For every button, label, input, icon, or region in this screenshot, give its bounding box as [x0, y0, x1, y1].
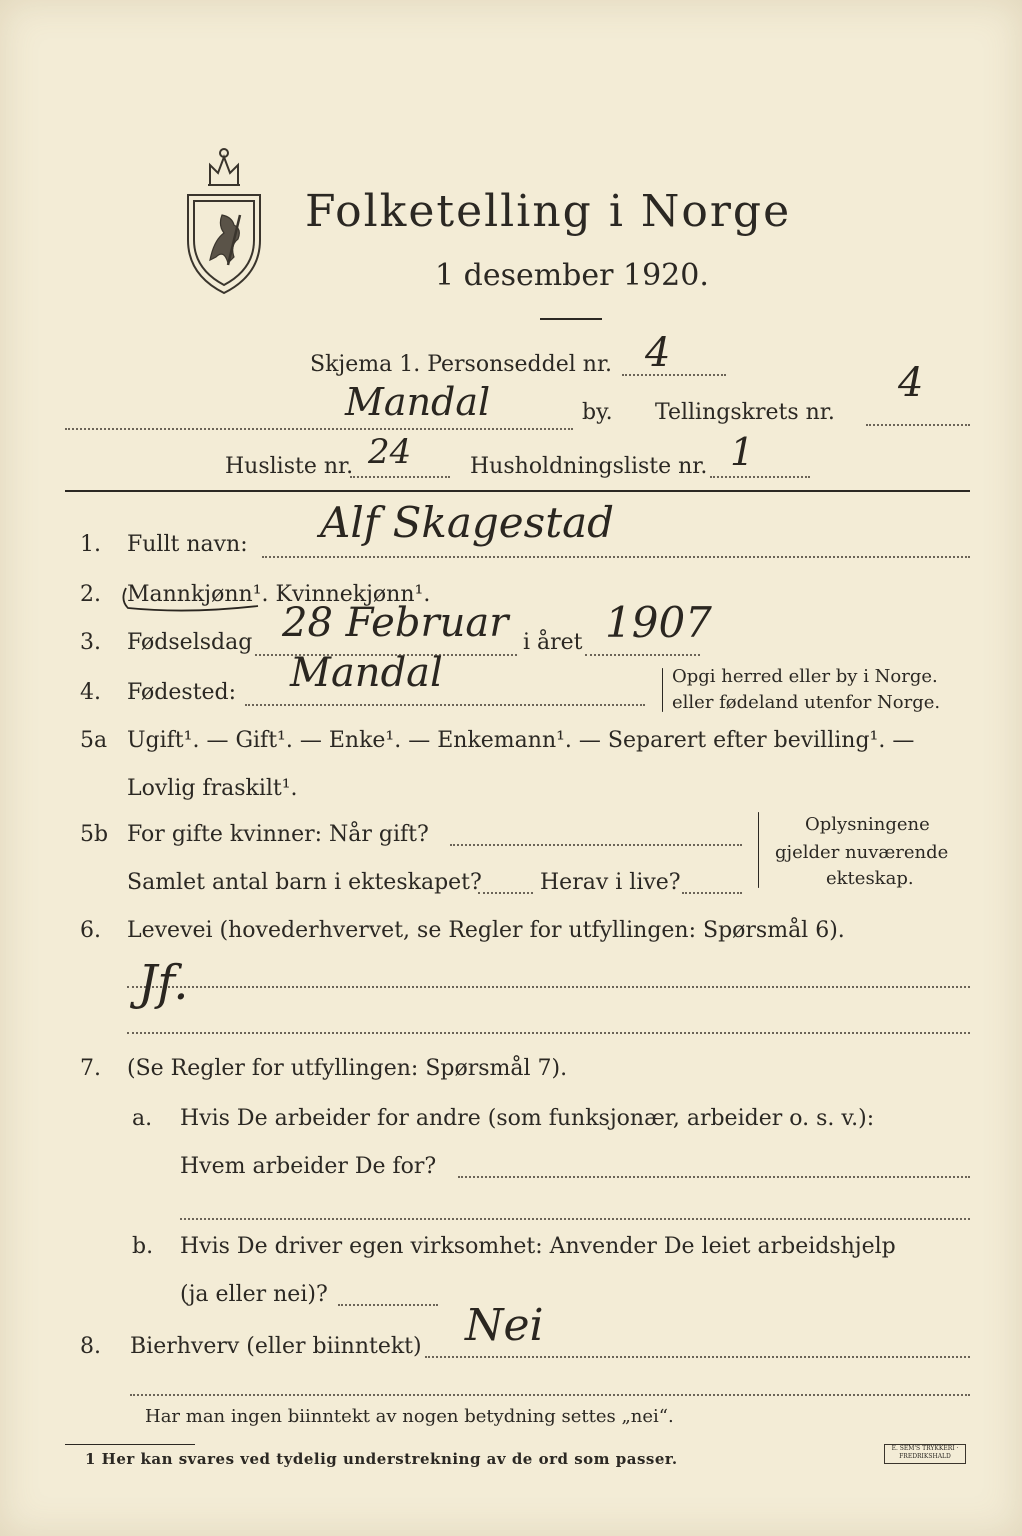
q7a-letter: a. [132, 1106, 153, 1131]
side-income-line[interactable] [425, 1356, 970, 1358]
birthyear-value: 1907 [605, 598, 712, 647]
q4-brace [662, 668, 663, 712]
married-when-line[interactable] [450, 844, 742, 846]
q5a-label: Ugift¹. — Gift¹. — Enke¹. — Enkemann¹. — Separert efter bevilling¹. — [127, 728, 915, 753]
footnote: 1 Her kan svares ved tydelig understrekning av de ord som passer. [85, 1450, 678, 1468]
husliste-value: 24 [368, 432, 412, 472]
q5b-label-3: Herav i live? [540, 870, 681, 895]
husholdning-line[interactable] [710, 476, 810, 478]
norway-coat-of-arms-icon [180, 145, 268, 295]
side-income-line-2[interactable] [130, 1394, 970, 1396]
form-title: Folketelling i Norge [305, 186, 792, 237]
children-total-line[interactable] [478, 892, 533, 894]
side-income-value: Nei [465, 1300, 544, 1351]
by-label: by. [582, 400, 613, 425]
q3-label: Fødselsdag [127, 630, 253, 655]
occupation-line-2[interactable] [127, 1032, 970, 1034]
q2-number: 2. [80, 582, 101, 607]
birthyear-line[interactable] [585, 654, 700, 656]
q2-label: Mannkjønn¹. Kvinnekjønn¹. [127, 582, 431, 607]
mannkjonn-underline-mark [118, 578, 268, 618]
tellingskrets-label: Tellingskrets nr. [655, 400, 835, 425]
children-alive-line[interactable] [682, 892, 742, 894]
q7b-letter: b. [132, 1234, 154, 1259]
title-divider [540, 318, 602, 320]
q4-note-2: eller fødeland utenfor Norge. [672, 692, 941, 713]
q1-number: 1. [80, 532, 101, 557]
form-date: 1 desember 1920. [435, 258, 709, 293]
skjema-label: Skjema 1. Personseddel nr. [310, 352, 613, 377]
q5b-brace [758, 812, 759, 888]
birthplace-value: Mandal [290, 650, 443, 696]
q4-note-1: Opgi herred eller by i Norge. [672, 666, 938, 687]
printer-stamp: E. SEM'S TRYKKERI · FREDRIKSHALD [884, 1444, 966, 1464]
occupation-value: Jf. [138, 955, 189, 1011]
q5b-note-1: Oplysningene [805, 814, 930, 835]
q8-number: 8. [80, 1334, 101, 1359]
q4-number: 4. [80, 680, 101, 705]
q7-label: (Se Regler for utfyllingen: Spørsmål 7). [127, 1056, 568, 1081]
full-name-line[interactable] [262, 556, 970, 558]
employer-line-2[interactable] [180, 1218, 970, 1220]
q5b-note-2: gjelder nuværende [775, 842, 949, 863]
q3-year-label: i året [523, 630, 583, 655]
footer-note: Har man ingen biinntekt av nogen betydning settes „nei“. [145, 1406, 674, 1427]
hired-help-line[interactable] [338, 1304, 438, 1306]
q5b-number: 5b [80, 822, 109, 847]
q7-number: 7. [80, 1056, 101, 1081]
q7b-label: Hvis De driver egen virksomhet: Anvender De leiet arbeidshjelp [180, 1234, 896, 1259]
by-line[interactable] [65, 428, 573, 430]
occupation-line-1[interactable] [127, 986, 970, 988]
q7a-label: Hvis De arbeider for andre (som funksjonær, arbeider o. s. v.): [180, 1106, 875, 1131]
tellingskrets-line[interactable] [866, 424, 970, 426]
personseddel-value: 4 [645, 330, 671, 376]
husliste-line[interactable] [350, 476, 450, 478]
employer-line-1[interactable] [458, 1176, 970, 1178]
footnote-rule [65, 1444, 195, 1445]
personseddel-line[interactable] [622, 374, 726, 376]
q5a-label-2: Lovlig fraskilt¹. [127, 776, 298, 801]
q5b-label: For gifte kvinner: Når gift? [127, 822, 429, 847]
q6-number: 6. [80, 918, 101, 943]
husliste-label: Husliste nr. [225, 454, 354, 479]
birthdate-value: 28 Februar [282, 600, 509, 646]
q1-label: Fullt navn: [127, 532, 248, 557]
q3-number: 3. [80, 630, 101, 655]
full-name-value: Alf Skagestad [320, 498, 615, 547]
q5b-note-3: ekteskap. [826, 868, 914, 889]
q5b-label-2: Samlet antal barn i ekteskapet? [127, 870, 482, 895]
husholdning-label: Husholdningsliste nr. [470, 454, 708, 479]
q7b-label-2: (ja eller nei)? [180, 1282, 328, 1307]
birthplace-line[interactable] [245, 704, 645, 706]
q7a-label-2: Hvem arbeider De for? [180, 1154, 437, 1179]
q6-label: Levevei (hovederhvervet, se Regler for utfyllingen: Spørsmål 6). [127, 918, 845, 943]
by-value: Mandal [345, 380, 491, 424]
q5a-number: 5a [80, 728, 108, 753]
q8-label: Bierhverv (eller biinntekt) [130, 1334, 422, 1359]
header-rule [65, 490, 970, 492]
tellingskrets-value: 4 [898, 360, 924, 406]
q4-label: Fødested: [127, 680, 237, 705]
husholdning-value: 1 [730, 430, 755, 474]
